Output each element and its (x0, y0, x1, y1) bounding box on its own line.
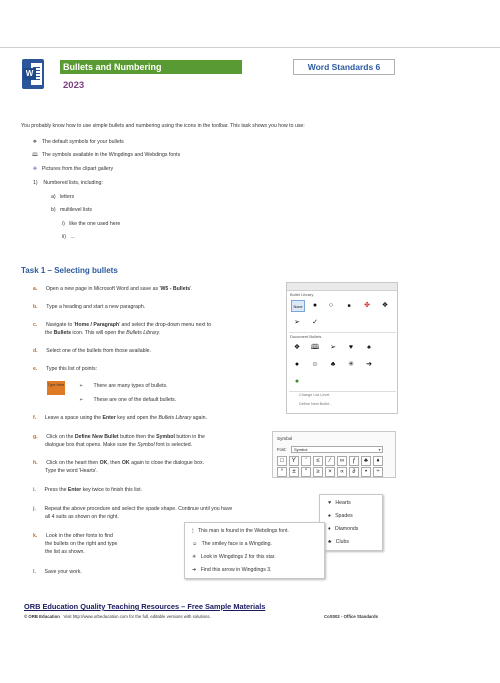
list-item: ☺ The smiley face is a Wingding. (192, 541, 272, 547)
symbol-cell: ÷ (373, 467, 383, 477)
document-year: 2023 (63, 80, 85, 91)
bullet-option: ❖ (381, 302, 389, 309)
bullet-point: ➢ There are many types of bullets. (79, 383, 168, 389)
symbol-cell: ♦ (373, 456, 383, 466)
book-icon: 🕮 (31, 152, 39, 158)
footer-code: CoS002 - Office Standards (324, 614, 378, 619)
step-k: k. Look in the other fonts to find (33, 533, 113, 539)
symbol-cell: ″ (301, 467, 311, 477)
step-k-line3: the list as shown. (45, 549, 85, 555)
standard-label: Word Standards 6 (293, 59, 395, 75)
candle-man-icon: 🕯 (192, 528, 194, 534)
step-j: j. Repeat the above procedure and select the spade shape. Continue until you have (33, 506, 233, 512)
bullet-option: ➢ (330, 344, 336, 351)
symbol-cell: ⁄ (325, 456, 335, 466)
bullet-option: ➔ (366, 361, 372, 368)
font-label: Font: (277, 447, 287, 452)
suits-list (319, 494, 383, 551)
symbol-cell: ƒ (349, 456, 359, 466)
symbol-cell: ≤ (313, 456, 323, 466)
bullet-option: ● (294, 361, 300, 368)
symbol-cell: • (361, 467, 371, 477)
list-item: ♣ Clubs (328, 539, 349, 545)
bullet-library-header: Bullet Library (290, 292, 314, 297)
symbol-cell: ° (277, 467, 287, 477)
step-g-line2: dialogue box that opens. Make sure the Symbol font is selected. (45, 442, 193, 448)
symbol-dialog-screenshot (272, 431, 396, 478)
document-title: Bullets and Numbering (60, 60, 242, 74)
symbol-cell: × (325, 467, 335, 477)
word-icon: W (22, 59, 44, 89)
bullet-option: ♠ (367, 344, 371, 351)
smiley-icon: ☺ (192, 541, 198, 547)
arrow-bullet-icon: ➢ (79, 383, 84, 389)
clipart-bullet-icon: ✥ (32, 166, 38, 172)
symbol-cell: ∂ (349, 467, 359, 477)
page-top-border (0, 47, 500, 48)
step-h-line2: Type the word 'Hearts'. (45, 468, 98, 474)
bullet-option: ♣ (330, 361, 336, 368)
font-select: Symbol (291, 446, 383, 453)
bullet-none-option: None (291, 300, 305, 312)
bullet-option: ✤ (364, 302, 370, 309)
step-b: b. Type a heading and start a new paragraph. (33, 304, 146, 310)
footer-title: ORB Education Quality Teaching Resources – Free Sample Materials (24, 602, 266, 611)
bullet-option: ❖ (293, 344, 301, 351)
step-a: a. Open a new page in Microsoft Word and save as 'W5 - Bullets'. (33, 286, 193, 292)
step-f: f. Leave a space using the Enter key and open the Bullets Library again. (33, 415, 207, 421)
bullet-option: ● (312, 302, 318, 309)
task-heading: Task 1 – Selecting bullets (21, 266, 118, 275)
bullet-option: 🕮 (310, 344, 320, 351)
numbered-list-item: b) multilevel lists (51, 207, 92, 213)
symbol-cell: ∞ (337, 456, 347, 466)
step-e: e. Type this list of points: (33, 366, 98, 372)
symbol-cell: ϒ (289, 456, 299, 466)
star-icon: ✳ (192, 554, 197, 560)
arrow-right-icon: ➔ (192, 567, 197, 573)
type-here-box: Type Here (47, 381, 65, 395)
step-i: i. Press the Enter key twice to finish this list. (33, 487, 143, 493)
symbol-cell: ≥ (313, 467, 323, 477)
list-item: ➔ Find this arrow in Wingdings 3. (192, 567, 272, 573)
list-item: ✳ Look in Wingdings 2 for this star. (192, 554, 276, 560)
step-g: g. Click on the Define New Bullet button then the Symbol button in the (33, 434, 205, 440)
feature-item: 🕮 The symbols available in the Wingdings and Webdings fonts (31, 152, 181, 158)
symbol-cell: ′ (301, 456, 311, 466)
numbered-list-item: i) like the one used here (62, 221, 121, 227)
symbol-cell: ♣ (361, 456, 371, 466)
symbol-cell: ± (289, 467, 299, 477)
intro-text: You probably know how to use simple bullets and numbering using the icons in the toolbar. This task shows you how to use: (21, 123, 305, 129)
heart-icon: ♥ (328, 500, 332, 506)
footer-copyright: © ORB Education Visit http://www.orbeducation.com for the full, editable versions with solutions. (24, 614, 211, 619)
arrow-bullet-icon: ➢ (79, 397, 84, 403)
step-d: d. Select one of the bullets from those available. (33, 348, 151, 354)
numbered-list-item: 1) Numbered lists, including: (33, 180, 103, 186)
feature-item: ✥ Pictures from the clipart gallery (32, 166, 114, 172)
list-item: ♦ Diamonds (328, 526, 359, 532)
bullet-library-screenshot (286, 282, 398, 414)
step-k-line2: the bullets on the right and type (45, 541, 118, 547)
bullet-option: ♥ (348, 344, 354, 351)
symbol-dialog-title: Symbol (277, 436, 293, 441)
symbol-cell: □ (277, 456, 287, 466)
step-c: c. Navigate to 'Home / Paragraph' and select the drop-down menu next to (33, 322, 212, 328)
step-l: l. Save your work. (33, 569, 82, 575)
bullet-option: ■ (347, 303, 351, 309)
define-new-bullet-item: Define New Bullet... (299, 402, 333, 406)
diamond-icon: ♦ (328, 526, 331, 532)
bullet-option: ➢ (294, 319, 300, 326)
diamond-bullet-icon: ❖ (32, 139, 38, 145)
list-item: ♠ Spades (328, 513, 353, 519)
bullet-option: ☺ (311, 361, 319, 368)
bullet-option: ○ (328, 302, 334, 309)
club-icon: ♣ (328, 539, 332, 545)
symbol-cell: ∝ (337, 467, 347, 477)
change-list-level-item: Change List Level (299, 393, 330, 397)
step-j-line2: all 4 suits as shown on the right. (45, 514, 119, 520)
list-item: 🕯 This man is found in the Webdings font. (192, 528, 289, 534)
step-h: h. Click on the heart then OK, then OK again to close the dialogue box. (33, 460, 205, 466)
spade-icon: ♠ (328, 513, 331, 519)
document-bullets-header: Document Bullets (290, 334, 322, 339)
font-tips-list (184, 522, 325, 579)
bullet-option: ✳ (348, 361, 354, 368)
chevron-down-icon: ▾ (378, 447, 381, 452)
list-item: ♥ Hearts (328, 500, 351, 506)
feature-item: ❖ The default symbols for your bullets (32, 139, 124, 145)
bullet-option: ✓ (312, 319, 318, 326)
numbered-list-item: a) letters (51, 194, 75, 200)
bullet-option: ● (294, 378, 300, 385)
step-c-line2: the Bullets icon. This will open the Bullets Library. (45, 330, 161, 336)
numbered-list-item: ii) ... (62, 234, 75, 240)
bullet-point: ➢ These are one of the default bullets. (79, 397, 177, 403)
